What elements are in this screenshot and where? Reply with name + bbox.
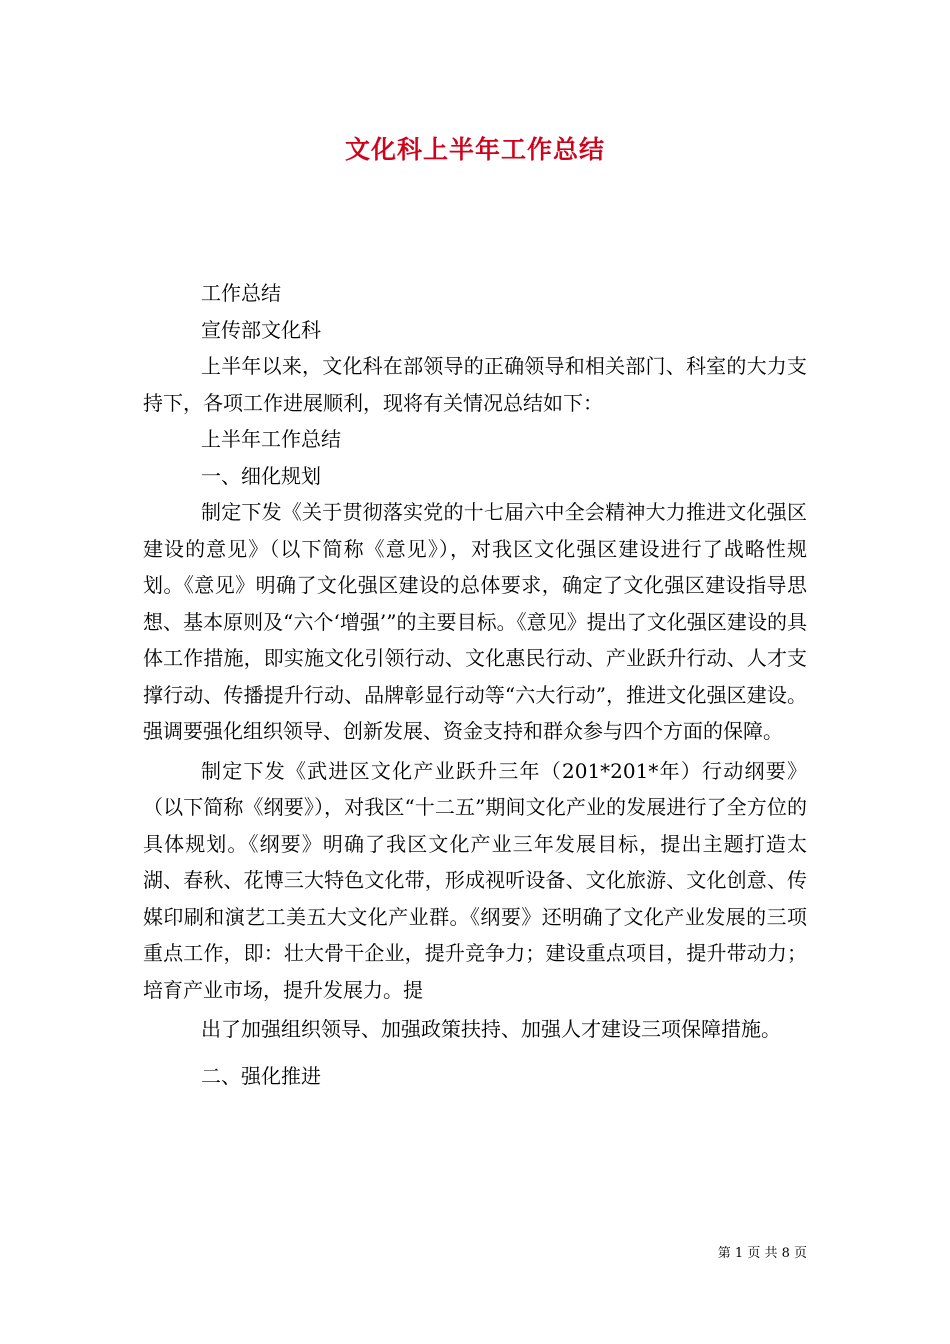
paragraph-measures: 出了加强组织领导、加强政策扶持、加强人才建设三项保障措施。: [201, 1017, 781, 1041]
paragraph-heading-two: 二、强化推进: [201, 1063, 321, 1088]
document-title: 文化科上半年工作总结: [344, 135, 605, 164]
paragraph-section-heading: 上半年工作总结: [201, 427, 341, 451]
paragraph-heading-one: 一、细化规划: [201, 463, 321, 488]
paragraph-heading-summary: 工作总结: [201, 281, 281, 305]
document-body: [143, 275, 807, 1094]
paragraph-opinion: 制定下发《关于贯彻落实党的十七届六中全会精神大力推进文化强区建设的意见》（以下简称《意见》），对我区文化强区建设进行了战略性规划。《意见》明确了文化强区建设的总体要求，确定了文化强区建设指导思想、基本原则及“六个‘增强’”的主要目标。《意见》提出了文化强区建设的具体工作措施，即实施文化引领行动、文化惠民行动、产业跃升行动、人才支撑行动、传播提升行动、品牌彰显行动等“六大行动”，推进文化强区建设。强调要强化组织领导、创新发展、资金支持和群众参与四个方面的保障。: [143, 500, 807, 743]
page-number-footer: 第 1 页 共 8 页: [717, 1246, 807, 1261]
paragraph-outline: 制定下发《武进区文化产业跃升三年（201*201*年）行动纲要》（以下简称《纲要》），对我区“十二五”期间文化产业的发展进行了全方位的具体规划。《纲要》明确了我区文化产业三年发展目标，提出主题打造太湖、春秋、花博三大特色文化带，形成视听设备、文化旅游、文化创意、传媒印刷和演艺工美五大文化产业群。《纲要》还明确了文化产业发展的三项重点工作，即：壮大骨干企业，提升竞争力；建设重点项目，提升带动力；培育产业市场，提升发展力。提: [143, 758, 807, 1002]
paragraph-department: 宣传部文化科: [201, 317, 321, 342]
paragraph-intro: 上半年以来，文化科在部领导的正确领导和相关部门、科室的大力支持下，各项工作进展顺利，现将有关情况总结如下：: [143, 354, 807, 415]
